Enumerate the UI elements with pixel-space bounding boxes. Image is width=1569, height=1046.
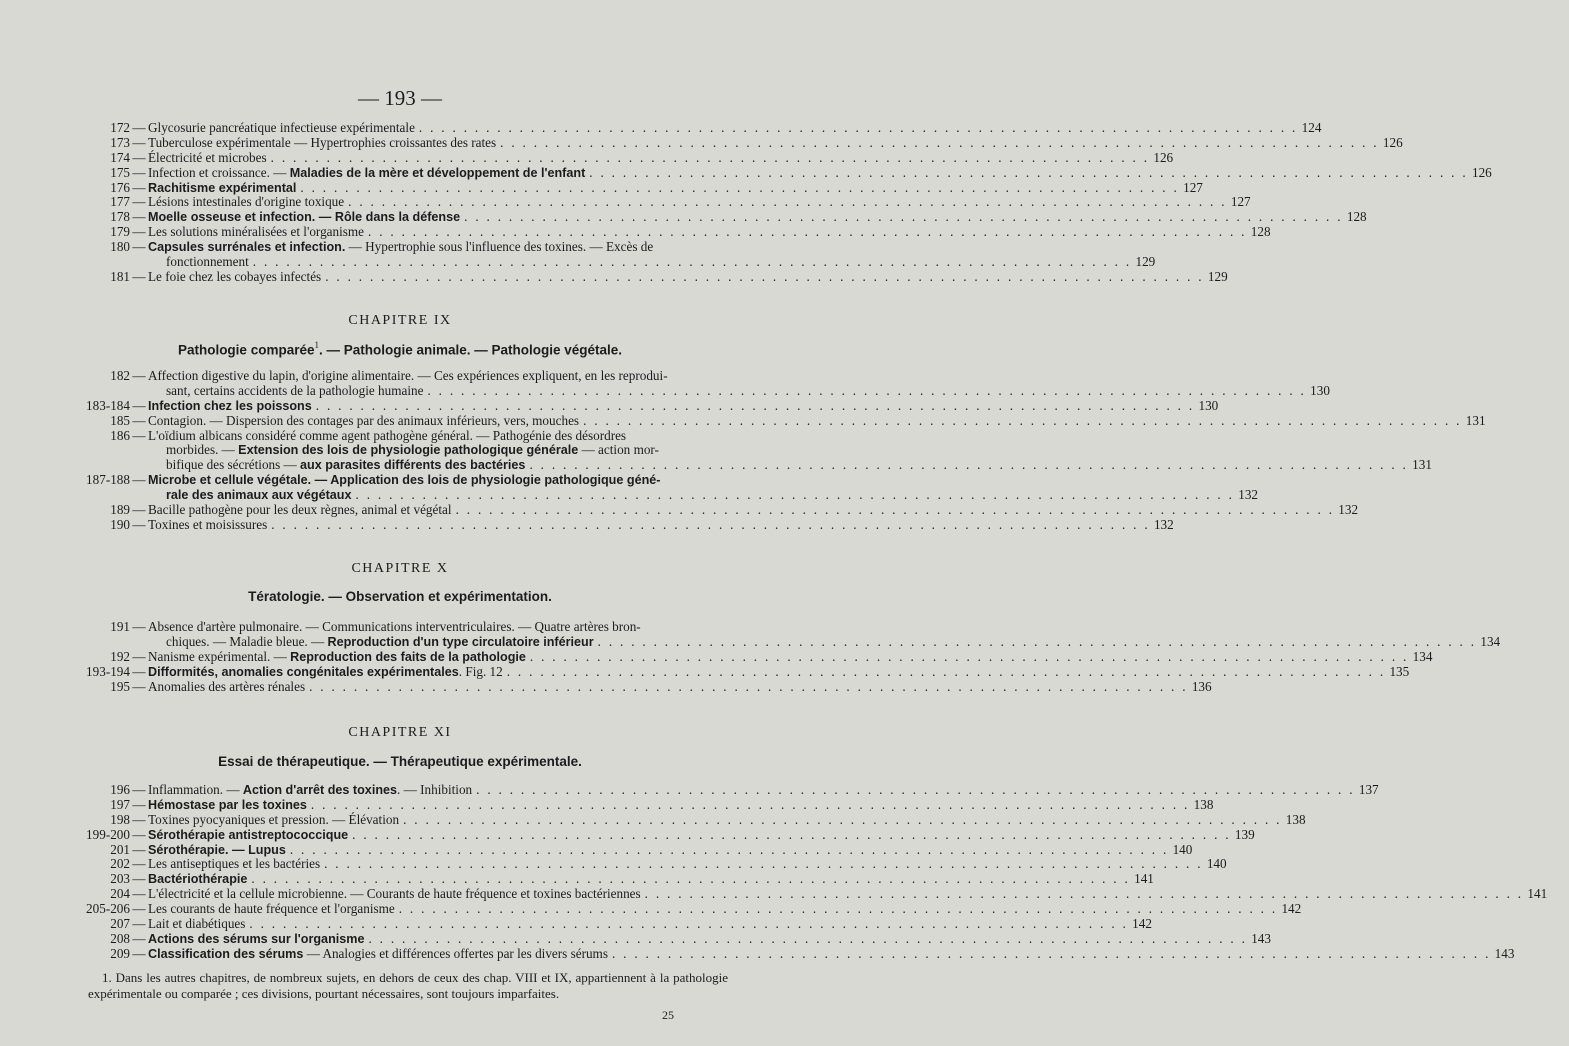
toc-entry: [0, 268, 1228, 285]
entry-description: Toxines et moisissures: [148, 516, 268, 532]
entry-description: Glycosurie pancréatique infectieuse expérimentale: [148, 120, 415, 135]
toc-entry: [0, 209, 1367, 225]
entry-dash: —: [132, 397, 146, 413]
toc-entry: [0, 796, 1214, 813]
entry-description: Infection et croissance. — Maladies de la mère et développement de l'enfant: [148, 164, 586, 180]
entry-description: [148, 843, 286, 858]
entry-dash: —: [132, 120, 146, 135]
entry-dash: —: [132, 871, 146, 887]
entry-page: 136: [1191, 678, 1212, 694]
dot-leader: . . . . . . . . . . . . . . . . . . . . . . . . . . . . . . . . . . . . . . . . . . . . . . . . . . . . . . . . . . . . . . . . . . . . . . . . . . . . . . .: [368, 224, 1247, 240]
entry-number: 185: [110, 412, 130, 428]
entry-description: [148, 181, 296, 196]
entry-number: 197: [110, 796, 130, 812]
entry-page: 143: [1494, 945, 1515, 961]
entry-number: 186: [110, 427, 130, 443]
entry-dash: —: [132, 179, 146, 195]
entry-number: 179: [110, 224, 130, 240]
entry-number: 180: [110, 239, 130, 255]
toc-entry-continuation: [0, 633, 1501, 650]
entry-dash: —: [132, 134, 146, 150]
dot-leader: . . . . . . . . . . . . . . . . . . . . . . . . . . . . . . . . . . . . . . . . . . . . . . . . . . . . . . . . . . . . . . . . . . . . . . . . . . . . . . .: [249, 916, 1129, 932]
entry-number: 199-200: [86, 826, 130, 842]
chapter-title-10-text: Tératologie. — Observation et expérimentation.: [248, 589, 552, 604]
entry-description-continued: chiques. — Maladie bleue. — Reproduction d'un type circulatoire inférieur: [166, 633, 594, 649]
dot-leader: . . . . . . . . . . . . . . . . . . . . . . . . . . . . . . . . . . . . . . . . . . . . . . . . . . . . . . . . . . . . . . . . . . . . . . . . . . . . . . .: [583, 412, 1462, 428]
entry-number: 198: [110, 811, 130, 827]
toc-entry: [0, 826, 1255, 843]
entry-number: 176: [110, 179, 130, 195]
folio-number: 25: [662, 1008, 674, 1022]
toc-entry: [0, 240, 800, 255]
toc-entry: [0, 164, 1492, 181]
toc-entry: [0, 502, 1359, 518]
dot-leader: . . . . . . . . . . . . . . . . . . . . . . . . . . . . . . . . . . . . . . . . . . . . . . . . . . . . . . . . . . . . . . . . . . . . . . . . . . . . . . .: [427, 382, 1307, 398]
entry-page: 139: [1234, 826, 1255, 842]
entry-description-continued: sant, certains accidents de la pathologie humaine: [166, 382, 424, 398]
entry-description: Le foie chez les cobayes infectés: [148, 268, 322, 284]
toc-entry-continuation: [0, 254, 1156, 270]
footnote-text: 1. Dans les autres chapitres, de nombreux sujets, en dehors de ceux des chap. VIII et IX, appartiennent à la pathologie expérimentale ou comparée ; ces divisions, pourtant nécessaires, sont toujours imparfaites.: [88, 970, 728, 1001]
entry-dash: —: [132, 209, 146, 225]
entry-description-bold: Reproduction des faits de la pathologie: [290, 649, 526, 664]
entry-page: 131: [1412, 457, 1432, 473]
footnote-marker: 1: [314, 340, 319, 350]
chapter-title-9: [0, 340, 800, 359]
entry-number: 175: [110, 164, 130, 180]
toc-entry: [0, 782, 1379, 798]
entry-description: [148, 798, 307, 813]
entry-page: 142: [1281, 901, 1302, 917]
entry-number: 190: [110, 516, 130, 532]
entry-dash: —: [132, 663, 146, 679]
entry-description: Électricité et microbes: [148, 149, 267, 165]
entry-number: 178: [110, 209, 130, 225]
toc-entry: [0, 369, 800, 384]
dot-leader: . . . . . . . . . . . . . . . . . . . . . . . . . . . . . . . . . . . . . . . . . . . . . . . . . . . . . . . . . . . . . . . . . . . . . . . . . . . . . . .: [315, 397, 1195, 413]
entry-page: 135: [1389, 663, 1410, 679]
chapter-title-9-rest: . — Pathologie animale. — Pathologie végétale.: [318, 342, 623, 358]
entry-number: 189: [110, 502, 130, 518]
entry-description: Lait et diabétiques: [148, 916, 246, 932]
toc-entry: [0, 916, 1152, 932]
toc-entry: [0, 886, 1548, 902]
entry-description-bold: Sérothérapie. — Lupus: [148, 842, 286, 857]
entry-page: 131: [1465, 412, 1486, 428]
entry-description: L'électricité et la cellule microbienne. — Courants de haute fréquence et toxines bactériennes: [148, 886, 641, 902]
entry-description-continued: bifique des sécrétions — aux parasites différents des bactéries: [166, 457, 526, 473]
entries-block-3: [0, 619, 1501, 694]
toc-entry: [0, 856, 1227, 872]
dot-leader: . . . . . . . . . . . . . . . . . . . . . . . . . . . . . . . . . . . . . . . . . . . . . . . . . . . . . . . . . . . . . . . . . . . . . . . . . . . . . . .: [348, 194, 1227, 210]
entry-page: 129: [1135, 254, 1156, 270]
entry-description-bold: Moelle osseuse et infection. — Rôle dans la défense: [148, 210, 461, 225]
entry-page: 127: [1183, 179, 1203, 195]
entry-number: 203: [110, 871, 130, 887]
entry-page: 126: [1153, 149, 1174, 165]
entry-description-bold: Action d'arrêt des toxines: [242, 783, 398, 797]
chapter-title-11: [0, 753, 800, 771]
entry-dash: —: [132, 239, 146, 255]
entry-dash: —: [132, 901, 146, 917]
entry-page: 130: [1310, 382, 1330, 398]
dot-leader: . . . . . . . . . . . . . . . . . . . . . . . . . . . . . . . . . . . . . . . . . . . . . . . . . . . . . . . . . . . . . . . . . . . . . . . . . . . . . . .: [418, 120, 1298, 135]
entry-dash: —: [132, 502, 146, 518]
entry-description-bold: Infection chez les poissons: [148, 398, 312, 413]
entry-description-bold: Difformités, anomalies congénitales expérimentales: [148, 664, 459, 679]
entry-dash: —: [132, 472, 146, 488]
dot-leader: . . . . . . . . . . . . . . . . . . . . . . . . . . . . . . . . . . . . . . . . . . . . . . . . . . . . . . . . . . . . . . . . . . . . . . . . . . . . . . .: [597, 633, 1477, 649]
toc-entry: [0, 620, 800, 635]
entry-page: 140: [1172, 841, 1193, 857]
entry-dash: —: [132, 268, 146, 284]
footnote: [88, 970, 728, 1002]
entry-description: Les courants de haute fréquence et l'organisme: [148, 901, 395, 917]
toc-entry: [0, 224, 1271, 240]
dot-leader: . . . . . . . . . . . . . . . . . . . . . . . . . . . . . . . . . . . . . . . . . . . . . . . . . . . . . . . . . . . . . . . . . . . . . . . . . . . . . . .: [644, 886, 1524, 902]
entry-description: Absence d'artère pulmonaire. — Communications interventriculaires. — Quatre artères bron-: [148, 619, 641, 634]
entry-dash: —: [132, 648, 146, 664]
toc-entry: [0, 179, 1203, 196]
entry-page: 127: [1230, 194, 1251, 210]
toc-entry: [0, 194, 1251, 210]
dot-leader: . . . . . . . . . . . . . . . . . . . . . . . . . . . . . . . . . . . . . . . . . . . . . . . . . . . . . . . . . . . . . . . . . . . . . . . . . . . . . . .: [464, 209, 1343, 225]
entry-page: 140: [1206, 856, 1227, 872]
entry-number: 202: [110, 856, 130, 872]
toc-entry-continuation: [0, 382, 1330, 399]
entry-page: 128: [1250, 224, 1271, 240]
entry-number: 173: [110, 134, 130, 150]
entry-description: Inflammation. — Action d'arrêt des toxines. — Inhibition: [148, 782, 473, 797]
entry-description: Toxines pyocyaniques et pression. — Élévation: [148, 811, 400, 827]
entry-page: 138: [1285, 811, 1306, 827]
toc-entry: [0, 871, 1154, 887]
entry-dash: —: [132, 194, 146, 210]
toc-entry: [0, 811, 1306, 828]
toc-entry: [0, 930, 1271, 947]
entry-dash: —: [132, 945, 146, 961]
entry-number: 195: [110, 678, 130, 694]
dot-leader: . . . . . . . . . . . . . . . . . . . . . . . . . . . . . . . . . . . . . . . . . . . . . . . . . . . . . . . . . . . . . . . . . . . . . . . . . . . . . . .: [270, 149, 1150, 165]
dot-leader: . . . . . . . . . . . . . . . . . . . . . . . . . . . . . . . . . . . . . . . . . . . . . . . . . . . . . . . . . . . . . . . . . . . . . . . . . . . . . . .: [325, 268, 1204, 284]
entry-number: 207: [110, 916, 130, 932]
entry-description-bold: Microbe et cellule végétale. — Application des lois de physiologie pathologique géné-: [148, 473, 661, 488]
entry-dash: —: [132, 782, 146, 797]
page-number: — 193 —: [358, 86, 442, 110]
entry-page: 132: [1238, 487, 1258, 503]
toc-entry: [0, 412, 1486, 429]
entry-description-bold: Reproduction d'un type circulatoire inférieur: [327, 634, 594, 649]
entry-description-bold: Hémostase par les toxines: [148, 797, 307, 812]
entry-description-bold: Capsules surrénales et infection.: [148, 240, 346, 255]
dot-leader: . . . . . . . . . . . . . . . . . . . . . . . . . . . . . . . . . . . . . . . . . . . . . . . . . . . . . . . . . . . . . . . . . . . . . . . . . . . . . . .: [352, 826, 1231, 842]
entry-description-bold: Actions des sérums sur l'organisme: [148, 931, 365, 946]
entry-page: 137: [1358, 782, 1379, 797]
entry-page: 134: [1480, 633, 1501, 649]
entry-page: 128: [1346, 209, 1367, 225]
entry-number: 205-206: [86, 901, 130, 917]
toc-entry: [0, 149, 1174, 166]
entry-description-continued: fonctionnement: [166, 254, 249, 270]
entry-page: 132: [1338, 502, 1359, 518]
entry-description-bold: Sérothérapie antistreptococcique: [148, 827, 349, 842]
entry-number: 187-188: [86, 472, 130, 488]
entries-block-2: [0, 368, 1486, 533]
toc-entry: [0, 841, 1193, 858]
dot-leader: . . . . . . . . . . . . . . . . . . . . . . . . . . . . . . . . . . . . . . . . . . . . . . . . . . . . . . . . . . . . . . . . . . . . . . . . . . . . . . .: [271, 516, 1150, 532]
entry-description-continued: morbides. — Extension des lois de physiologie pathologique générale — action mor-: [166, 442, 659, 458]
dot-leader: . . . . . . . . . . . . . . . . . . . . . . . . . . . . . . . . . . . . . . . . . . . . . . . . . . . . . . . . . . . . . . . . . . . . . . . . . . . . . . .: [309, 678, 1188, 694]
entry-page: 141: [1134, 871, 1154, 887]
entry-description: [148, 473, 660, 488]
entry-dash: —: [132, 811, 146, 827]
toc-entry: [0, 663, 1410, 680]
entry-description: Les antiseptiques et les bactéries: [148, 856, 321, 872]
chapter-title-10: [0, 588, 800, 606]
dot-leader: . . . . . . . . . . . . . . . . . . . . . . . . . . . . . . . . . . . . . . . . . . . . . . . . . . . . . . . . . . . . . . . . . . . . . . . . . . . . . . .: [529, 457, 1409, 473]
entry-dash: —: [132, 856, 146, 872]
entry-dash: —: [132, 224, 146, 240]
entries-block-1: [0, 120, 1492, 285]
toc-entry-continuation: [0, 457, 1432, 473]
entry-dash: —: [132, 678, 146, 694]
entry-description: Difformités, anomalies congénitales expérimentales. Fig. 12: [148, 663, 503, 679]
entry-description: [148, 399, 312, 414]
entry-description: [148, 872, 247, 887]
entry-description: Lésions intestinales d'origine toxique: [148, 194, 345, 210]
entry-page: 143: [1251, 930, 1271, 946]
entry-description: [148, 210, 460, 225]
entry-description-continued: [166, 488, 352, 503]
entry-description: [148, 828, 348, 843]
chapter-heading-9: CHAPITRE IX: [348, 313, 452, 328]
entry-description-bold: Extension des lois de physiologie pathologique générale: [238, 443, 579, 458]
entry-description-bold: Maladies de la mère et développement de l'enfant: [289, 165, 586, 180]
dot-leader: . . . . . . . . . . . . . . . . . . . . . . . . . . . . . . . . . . . . . . . . . . . . . . . . . . . . . . . . . . . . . . . . . . . . . . . . . . . . . . .: [500, 134, 1379, 150]
entry-number: 196: [110, 782, 130, 797]
entry-description: Capsules surrénales et infection. — Hypertrophie sous l'influence des toxines. — Excès de: [148, 239, 654, 255]
entry-number: 183-184: [86, 397, 130, 413]
entry-page: 124: [1301, 120, 1322, 135]
entry-number: 208: [110, 930, 130, 946]
entry-number: 192: [110, 648, 130, 664]
entry-dash: —: [132, 412, 146, 428]
entry-number: 201: [110, 841, 130, 857]
chapter-title-9-main: Pathologie comparée: [177, 342, 315, 358]
entry-description: Classification des sérums — Analogies et différences offertes par les divers sérums: [148, 945, 608, 961]
entry-page: 132: [1153, 516, 1174, 532]
entry-dash: —: [132, 886, 146, 902]
dot-leader: . . . . . . . . . . . . . . . . . . . . . . . . . . . . . . . . . . . . . . . . . . . . . . . . . . . . . . . . . . . . . . . . . . . . . . . . . . . . . . .: [251, 871, 1131, 887]
dot-leader: . . . . . . . . . . . . . . . . . . . . . . . . . . . . . . . . . . . . . . . . . . . . . . . . . . . . . . . . . . . . . . . . . . . . . . . . . . . . . . .: [455, 502, 1335, 518]
chapter-heading-11: CHAPITRE XI: [348, 725, 452, 740]
entry-number: 172: [110, 120, 130, 135]
entry-description: L'oïdium albicans considéré comme agent pathogène général. — Pathogénie des désordres: [148, 427, 627, 443]
dot-leader: . . . . . . . . . . . . . . . . . . . . . . . . . . . . . . . . . . . . . . . . . . . . . . . . . . . . . . . . . . . . . . . . . . . . . . . . . . . . . . .: [403, 811, 1282, 827]
dot-leader: . . . . . . . . . . . . . . . . . . . . . . . . . . . . . . . . . . . . . . . . . . . . . . . . . . . . . . . . . . . . . . . . . . . . . . . . . . . . . . .: [355, 487, 1235, 503]
entry-dash: —: [132, 916, 146, 932]
entry-description: Affection digestive du lapin, d'origine alimentaire. — Ces expériences expliquent, en les reprodui-: [148, 368, 668, 383]
entry-description: Contagion. — Dispersion des contages par des animaux inférieurs, vers, mouches: [148, 412, 580, 428]
toc-entry: [0, 473, 800, 488]
entry-description: Anomalies des artères rénales: [148, 678, 306, 694]
entry-description: Nanisme expérimental. — Reproduction des faits de la pathologie: [148, 648, 526, 664]
toc-entry-continuation: [0, 487, 1258, 503]
toc-entry: [0, 945, 1515, 962]
entry-dash: —: [132, 930, 146, 946]
entry-description-bold: Bactériothérapie: [148, 872, 248, 887]
entry-number: 191: [110, 619, 130, 634]
entry-description-bold: Rachitisme expérimental: [148, 180, 297, 195]
entry-number: 193-194: [86, 663, 130, 679]
entry-page: 126: [1382, 134, 1403, 150]
entry-dash: —: [132, 149, 146, 165]
entry-number: 182: [110, 368, 130, 383]
entry-page: 142: [1132, 916, 1152, 932]
entry-dash: —: [132, 516, 146, 532]
chapter-heading-10: CHAPITRE X: [351, 561, 449, 576]
entry-page: 138: [1193, 796, 1214, 812]
entry-description: Bacille pathogène pour les deux règnes, animal et végétal: [148, 502, 452, 518]
toc-entry: [0, 678, 1212, 695]
entry-page: 130: [1198, 397, 1219, 413]
entry-dash: —: [132, 164, 146, 180]
entry-description: [148, 932, 364, 947]
entry-number: 204: [110, 886, 130, 902]
dot-leader: . . . . . . . . . . . . . . . . . . . . . . . . . . . . . . . . . . . . . . . . . . . . . . . . . . . . . . . . . . . . . . . . . . . . . . . . . . . . . . .: [289, 841, 1169, 857]
entries-block-4: [0, 782, 1548, 962]
toc-entry: [0, 648, 1433, 665]
entry-dash: —: [132, 427, 146, 443]
entry-page: 141: [1527, 886, 1548, 902]
entry-dash: —: [132, 368, 146, 383]
toc-entry: [0, 429, 800, 444]
toc-entry: [0, 134, 1403, 151]
entry-description-bold: aux parasites différents des bactéries: [300, 458, 526, 473]
dot-leader: . . . . . . . . . . . . . . . . . . . . . . . . . . . . . . . . . . . . . . . . . . . . . . . . . . . . . . . . . . . . . . . . . . . . . . . . . . . . . . .: [300, 179, 1180, 195]
dot-leader: . . . . . . . . . . . . . . . . . . . . . . . . . . . . . . . . . . . . . . . . . . . . . . . . . . . . . . . . . . . . . . . . . . . . . . . . . . . . . . .: [529, 648, 1409, 664]
entry-number: 174: [110, 149, 130, 165]
dot-leader: . . . . . . . . . . . . . . . . . . . . . . . . . . . . . . . . . . . . . . . . . . . . . . . . . . . . . . . . . . . . . . . . . . . . . . . . . . . . . . .: [252, 254, 1132, 270]
entry-dash: —: [132, 619, 146, 634]
entry-number: 177: [110, 194, 130, 210]
dot-leader: . . . . . . . . . . . . . . . . . . . . . . . . . . . . . . . . . . . . . . . . . . . . . . . . . . . . . . . . . . . . . . . . . . . . . . . . . . . . . . .: [506, 663, 1386, 679]
toc-entry-continuation: [0, 443, 800, 458]
toc-entry: [0, 901, 1302, 917]
entry-description-bold: rale des animaux aux végétaux: [166, 488, 352, 503]
entry-dash: —: [132, 841, 146, 857]
entry-page: 134: [1412, 648, 1433, 664]
toc-entry: [0, 120, 1322, 136]
entry-dash: —: [132, 826, 146, 842]
entry-description: Les solutions minéralisées et l'organisme: [148, 224, 365, 240]
entry-page: 126: [1471, 164, 1492, 180]
dot-leader: . . . . . . . . . . . . . . . . . . . . . . . . . . . . . . . . . . . . . . . . . . . . . . . . . . . . . . . . . . . . . . . . . . . . . . . . . . . . . . .: [368, 930, 1248, 946]
entry-dash: —: [132, 796, 146, 812]
entry-description: Tuberculose expérimentale — Hypertrophies croissantes des rates: [148, 134, 497, 150]
chapter-title-11-text: Essai de thérapeutique. — Thérapeutique expérimentale.: [218, 754, 582, 769]
toc-entry: [0, 397, 1219, 414]
dot-leader: . . . . . . . . . . . . . . . . . . . . . . . . . . . . . . . . . . . . . . . . . . . . . . . . . . . . . . . . . . . . . . . . . . . . . . . . . . . . . . .: [611, 945, 1491, 961]
dot-leader: . . . . . . . . . . . . . . . . . . . . . . . . . . . . . . . . . . . . . . . . . . . . . . . . . . . . . . . . . . . . . . . . . . . . . . . . . . . . . . .: [398, 901, 1278, 917]
entry-number: 209: [110, 945, 130, 961]
entry-page: 129: [1207, 268, 1228, 284]
toc-entry: [0, 516, 1174, 533]
entry-number: 181: [110, 268, 130, 284]
entry-description-bold: Classification des sérums: [148, 946, 304, 961]
dot-leader: . . . . . . . . . . . . . . . . . . . . . . . . . . . . . . . . . . . . . . . . . . . . . . . . . . . . . . . . . . . . . . . . . . . . . . . . . . . . . . .: [589, 164, 1468, 180]
dot-leader: . . . . . . . . . . . . . . . . . . . . . . . . . . . . . . . . . . . . . . . . . . . . . . . . . . . . . . . . . . . . . . . . . . . . . . . . . . . . . . .: [310, 796, 1190, 812]
dot-leader: . . . . . . . . . . . . . . . . . . . . . . . . . . . . . . . . . . . . . . . . . . . . . . . . . . . . . . . . . . . . . . . . . . . . . . . . . . . . . . .: [324, 856, 1203, 872]
dot-leader: . . . . . . . . . . . . . . . . . . . . . . . . . . . . . . . . . . . . . . . . . . . . . . . . . . . . . . . . . . . . . . . . . . . . . . . . . . . . . . .: [476, 782, 1355, 797]
